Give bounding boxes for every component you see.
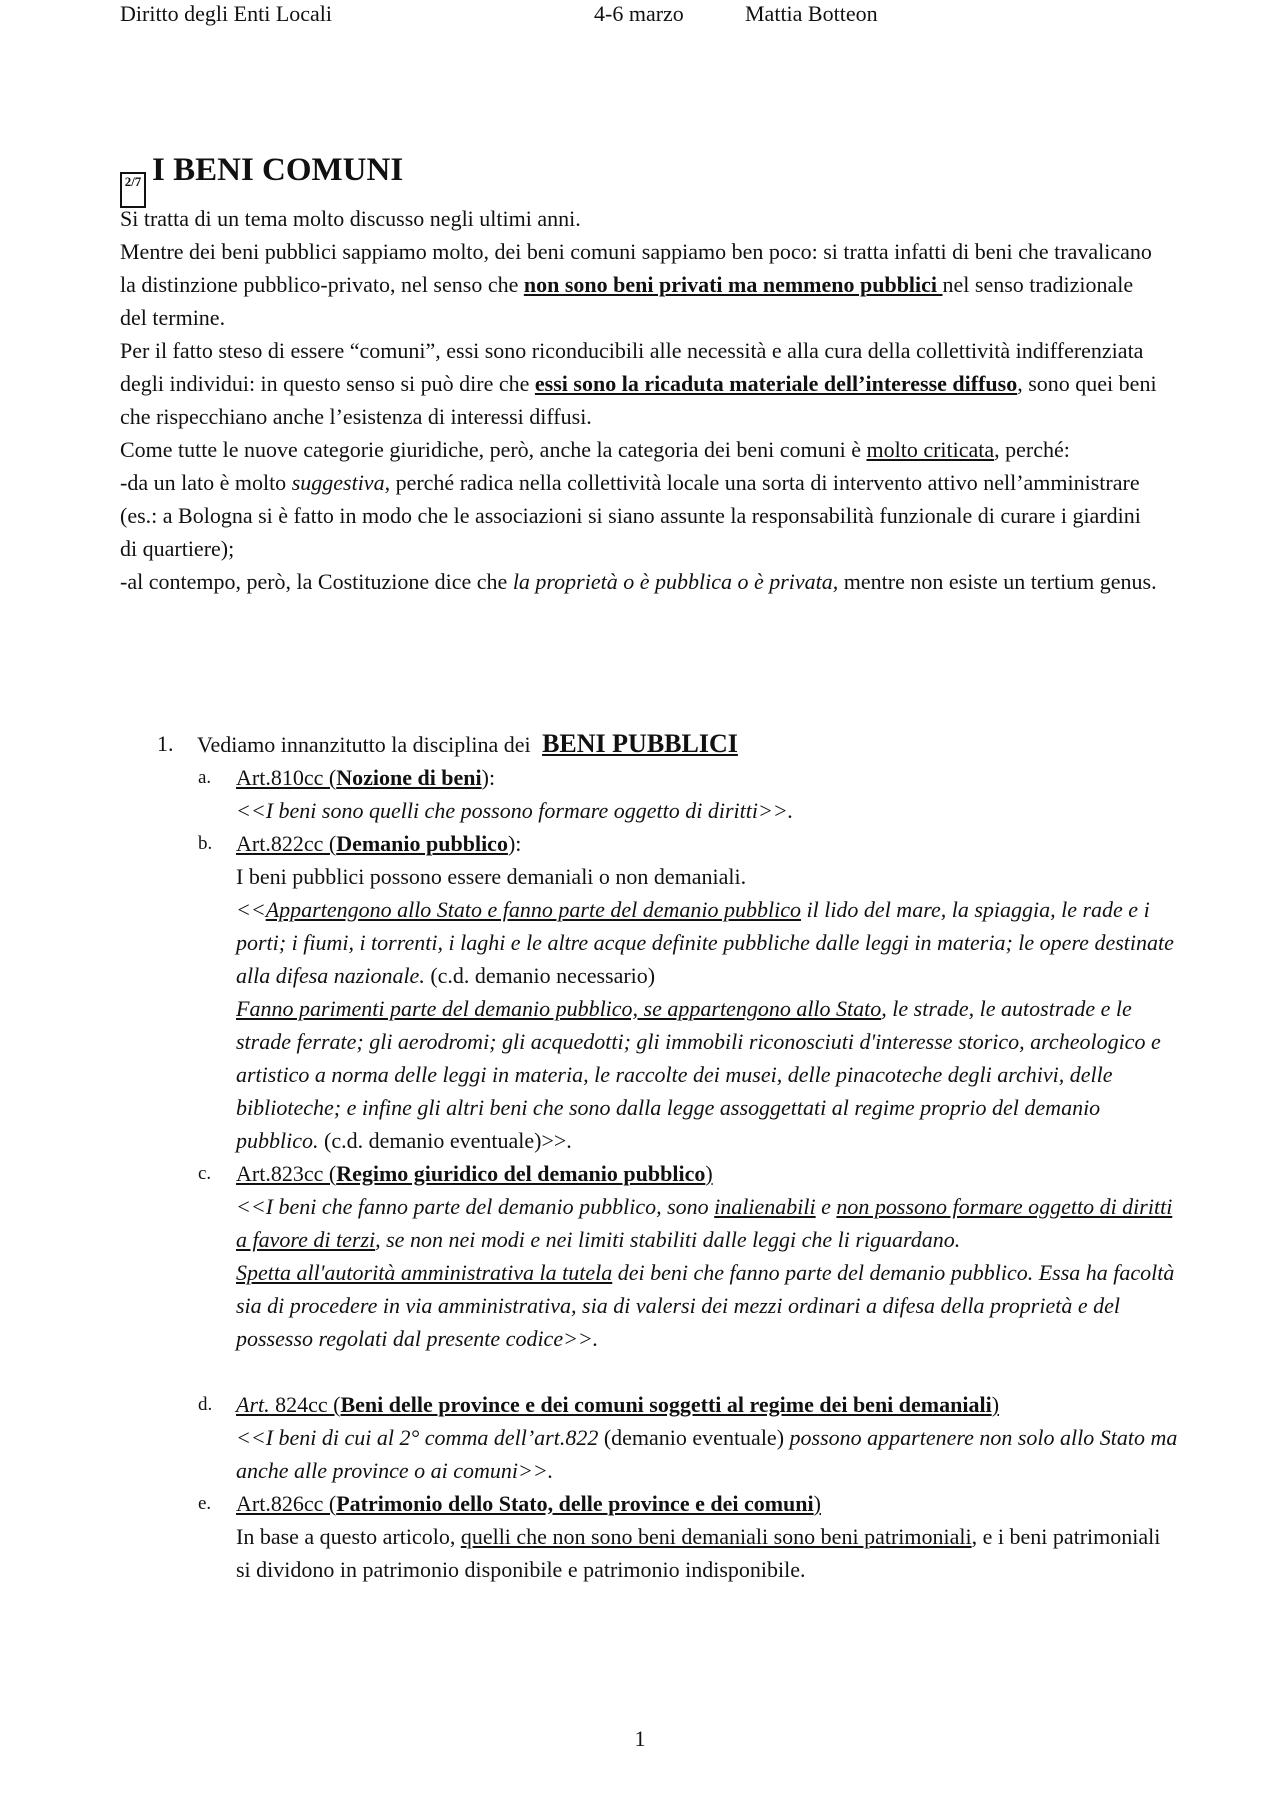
text: -al contempo, però, la Costituzione dice che — [120, 569, 513, 594]
text: ) — [991, 1392, 1000, 1417]
article-heading — [236, 761, 1180, 794]
article-name: Demanio pubblico — [336, 831, 508, 856]
sub-item-e — [0, 1487, 1180, 1586]
article-name: Nozione di beni — [336, 765, 482, 790]
text: il lido del mare, la spiaggia, le rade e i porti; i fiumi, i torrenti, i laghi e le altre acque definite pubbliche dalle leggi in materia; le opere destinate alla difesa nazionale. — [236, 897, 1174, 988]
underlined-text: Appartengono allo Stato e fanno parte del demanio pubblico — [265, 897, 801, 922]
note: (c.d. demanio necessario) — [424, 963, 656, 988]
page-number: 1 — [634, 1726, 646, 1751]
article-text — [236, 1520, 1180, 1586]
text: , le strade, le autostrade e le strade ferrate; gli aerodromi; gli acquedotti; gli immobili riconosciuti d'interesse storico, archeologico e artistico a norma delle leggi in materia, le raccolte dei musei, delle pinacoteche degli archivi, delle biblioteche; e infine gli altri beni che sono dalla legge assoggettati al regime proprio del demanio pubblico. — [236, 996, 1161, 1153]
title-text: I BENI COMUNI — [152, 152, 404, 188]
text: dei beni che fanno parte del demanio pubblico. Essa ha facoltà sia di procedere in via amministrativa, sia di valersi dei mezzi ordinari a difesa della proprietà e del possesso regolati dal presente codice>>. — [236, 1260, 1175, 1351]
intro-paragraph-5 — [120, 466, 1160, 565]
text: -da un lato è molto — [120, 470, 292, 495]
section-heading: BENI PUBBLICI — [542, 729, 738, 758]
text: ): — [507, 831, 522, 856]
intro-paragraph-6 — [120, 565, 1160, 598]
text: , perché radica nella collettività locale una sorta di intervento attivo nell’amministrare (es.: a Bologna si è fatto in modo che le associazioni si siano assunte la responsabilità funzionale di curare i giardini di quartiere); — [120, 470, 1141, 561]
article-quote — [236, 893, 1180, 992]
sub-letter: e. — [198, 1493, 212, 1514]
page-title — [120, 148, 403, 208]
text: Per il fatto steso di essere “comuni”, essi sono riconducibili alle necessità e alla cura della collettività indifferenziata degli individui: in questo senso si può dire che — [120, 338, 1144, 396]
article-ref: Art.826cc ( — [236, 1491, 337, 1516]
article-name: Patrimonio dello Stato, delle province e dei comuni — [336, 1491, 814, 1516]
article-heading — [236, 827, 1180, 860]
article-ref: Art. — [236, 1392, 270, 1417]
article-ref: Art.822cc ( — [236, 831, 337, 856]
lecture-date: 4-6 marzo — [594, 1, 684, 26]
course-name: Diritto degli Enti Locali — [120, 1, 333, 26]
sub-item-b — [0, 827, 1180, 1157]
text: , sono quei beni che rispecchiano anche l’esistenza di interessi diffusi. — [120, 371, 1157, 429]
sub-letter: a. — [198, 767, 212, 788]
intro-paragraph-2 — [120, 235, 1160, 334]
note: (c.d. demanio eventuale)>>. — [318, 1128, 572, 1153]
text: ): — [481, 765, 496, 790]
article-ref: Art.823cc ( — [236, 1161, 337, 1186]
text: Si tratta di un tema molto discusso negli ultimi anni. — [120, 206, 581, 231]
article-text: I beni pubblici possono essere demaniali o non demaniali. — [236, 864, 747, 889]
underlined-text: molto criticata — [866, 437, 995, 462]
text: <<I beni di cui al 2° comma dell’art.822 — [236, 1425, 599, 1450]
page-header — [120, 0, 1160, 30]
underlined-text: Spetta all'autorità amministrativa la tutela — [236, 1260, 613, 1285]
text: , perché: — [994, 437, 1070, 462]
italic-text: suggestiva — [291, 470, 385, 495]
text: nel senso tradizionale del termine. — [120, 272, 1134, 330]
article-heading — [236, 1157, 1180, 1190]
article-name: Regimo giuridico del demanio pubblico — [336, 1161, 706, 1186]
sub-letter: b. — [198, 833, 213, 854]
text: Vediamo innanzitutto la disciplina dei — [197, 732, 537, 757]
text: mentre non esiste un tertium genus. — [838, 569, 1157, 594]
sub-letter: c. — [198, 1163, 212, 1184]
sub-item-c — [0, 1157, 1180, 1355]
sub-item-d — [0, 1388, 1180, 1487]
italic-text: la proprietà o è pubblica o è privata, — [512, 569, 839, 594]
text: , e i beni patrimoniali si dividono in patrimonio disponibile e patrimonio indisponibile. — [236, 1524, 1161, 1582]
text: ) — [705, 1161, 713, 1186]
text: << — [236, 897, 266, 922]
intro-paragraph-1 — [120, 202, 1160, 235]
sub-letter: d. — [198, 1394, 213, 1415]
list-number: 1. — [157, 731, 174, 756]
article-quote — [236, 1421, 1180, 1487]
underlined-text: quelli che non sono beni demaniali sono beni patrimoniali — [460, 1524, 972, 1549]
text: possono appartenere non solo allo Stato ma anche alle province o ai comuni>>. — [236, 1425, 1178, 1483]
underlined-text: non possono formare oggetto di diritti a favore di terzi — [236, 1194, 1173, 1252]
article-quote — [236, 1190, 1180, 1256]
article-heading — [236, 1487, 1180, 1520]
intro-section — [120, 202, 1160, 598]
text: , se non nei modi e nei limiti stabiliti dalle leggi che li riguardano. — [375, 1227, 961, 1252]
text: Come tutte le nuove categorie giuridiche, però, anche la categoria dei beni comuni è — [120, 437, 867, 462]
text: <<I beni che fanno parte del demanio pubblico, sono — [236, 1194, 715, 1219]
text: e — [815, 1194, 837, 1219]
emphasis: essi sono la ricaduta materiale dell’interesse diffuso — [534, 371, 1018, 396]
author-name: Mattia Botteon — [745, 1, 878, 26]
underlined-text: inalienabili — [714, 1194, 816, 1219]
emphasis: non sono beni privati ma nemmeno pubblici — [523, 272, 943, 297]
intro-paragraph-3 — [120, 334, 1160, 433]
article-name: Beni delle province e dei comuni soggetti al regime dei beni demaniali — [340, 1392, 992, 1417]
text: ) — [813, 1491, 821, 1516]
note: (demanio eventuale) — [598, 1425, 790, 1450]
article-quote — [236, 992, 1180, 1157]
text: In base a questo articolo, — [236, 1524, 461, 1549]
underlined-text: Fanno parimenti parte del demanio pubblico, se appartengono allo Stato — [236, 996, 882, 1021]
sub-item-a — [0, 761, 1180, 827]
article-quote — [236, 1256, 1180, 1355]
missing-glyph-icon: 2/7 — [120, 172, 146, 208]
article-quote: <<I beni sono quelli che possono formare oggetto di diritti>>. — [236, 798, 794, 823]
article-ref: Art.810cc ( — [236, 765, 337, 790]
list-item-1 — [0, 727, 1280, 761]
article-ref: 824cc ( — [269, 1392, 341, 1417]
text: Mentre dei beni pubblici sappiamo molto, dei beni comuni sappiamo ben poco: si tratta infatti di beni che travalicano la distinzione pubblico-privato, nel senso che — [120, 239, 1152, 297]
intro-paragraph-4 — [120, 433, 1160, 466]
numbered-list — [0, 727, 1280, 1586]
article-heading — [236, 1388, 1180, 1421]
spacer — [0, 1355, 1280, 1388]
